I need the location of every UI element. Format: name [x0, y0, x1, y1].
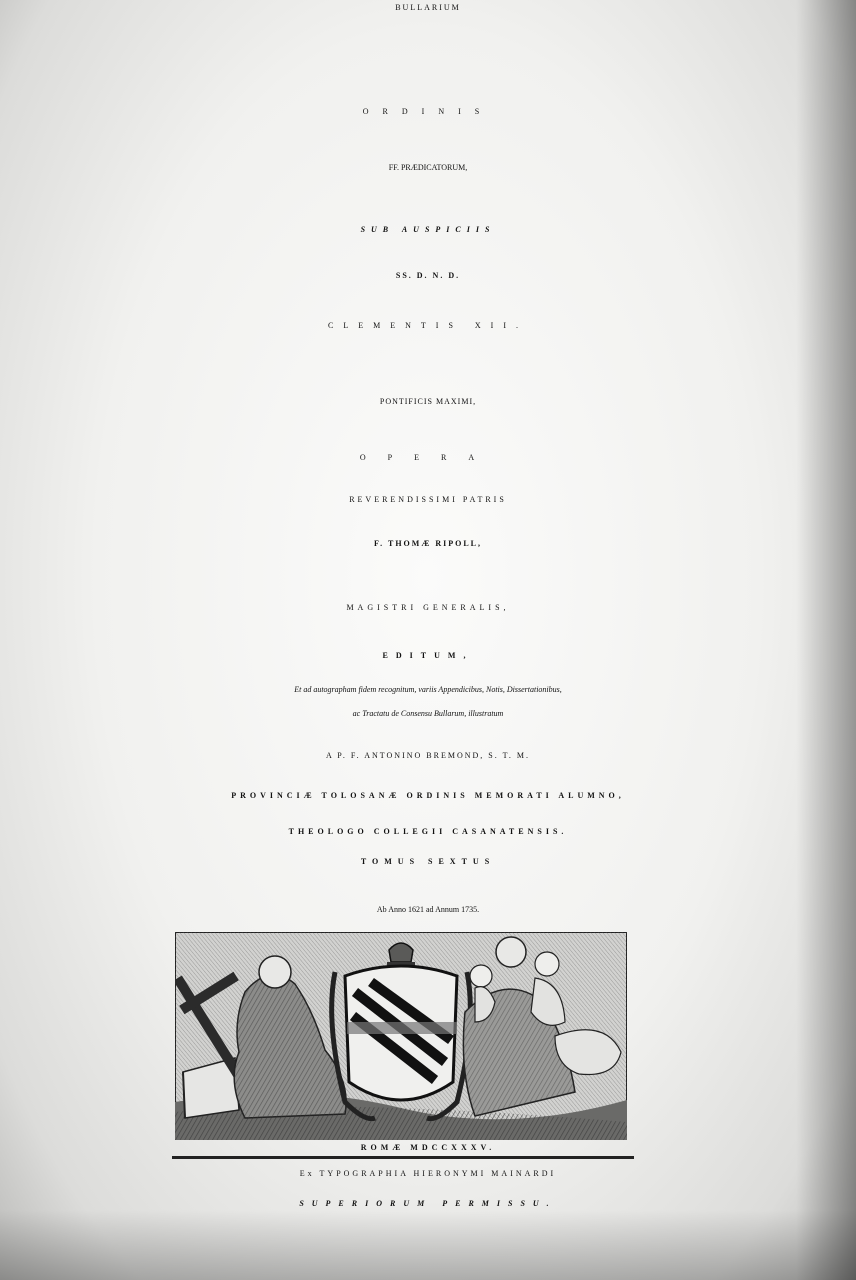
description-line-1: Et ad autographam fidem recognitum, variis Appendicibus, Notis, Dissertationibus, [294, 685, 562, 694]
description-line-2: ac Tractatu de Consensu Bullarum, illustratum [352, 709, 504, 718]
pontificis-maximi: PONTIFICIS MAXIMI, [379, 397, 477, 406]
reverendissimi: REVERENDISSIMI PATRIS [349, 495, 507, 504]
subtitle-order-name: FF. PRÆDICATORUM, [388, 163, 468, 172]
opera-label: OPERA [359, 453, 497, 462]
book-title: BULLARIUM [395, 3, 461, 12]
divider-rule [172, 1156, 634, 1159]
imprint-place-date: ROMÆ MDCCXXXV. [360, 1143, 496, 1152]
editum-label: EDITUM, [382, 651, 474, 660]
page-bottom-shadow [0, 1210, 856, 1280]
subtitle-ordinis: ORDINIS [362, 107, 494, 116]
ss-dnd: SS. D. N. D. [395, 271, 461, 280]
engraved-vignette [175, 932, 627, 1140]
imprint-printer: Ex TYPOGRAPHIA HIERONYMI MAINARDI [299, 1169, 557, 1178]
magistri-generalis: MAGISTRI GENERALIS, [346, 603, 510, 612]
imprint-permission: SUPERIORUM PERMISSU. [299, 1199, 557, 1208]
editor-name: F. THOMÆ RIPOLL, [373, 539, 482, 548]
page-edge-shadow [796, 0, 856, 1280]
author-province: PROVINCIÆ TOLOSANÆ ORDINIS MEMORATI ALUMNO, [231, 791, 625, 800]
author-name: A P. F. ANTONINO BREMOND, S. T. M. [325, 751, 531, 760]
author-college: THEOLOGO COLLEGII CASANATENSIS. [288, 827, 568, 836]
year-range: Ab Anno 1621 ad Annum 1735. [376, 905, 480, 914]
pope-name: CLEMENTIS XII. [328, 321, 528, 330]
sub-auspiciis: SUB AUSPICIIS [360, 225, 496, 234]
volume-label: TOMUS SEXTUS [360, 857, 496, 866]
